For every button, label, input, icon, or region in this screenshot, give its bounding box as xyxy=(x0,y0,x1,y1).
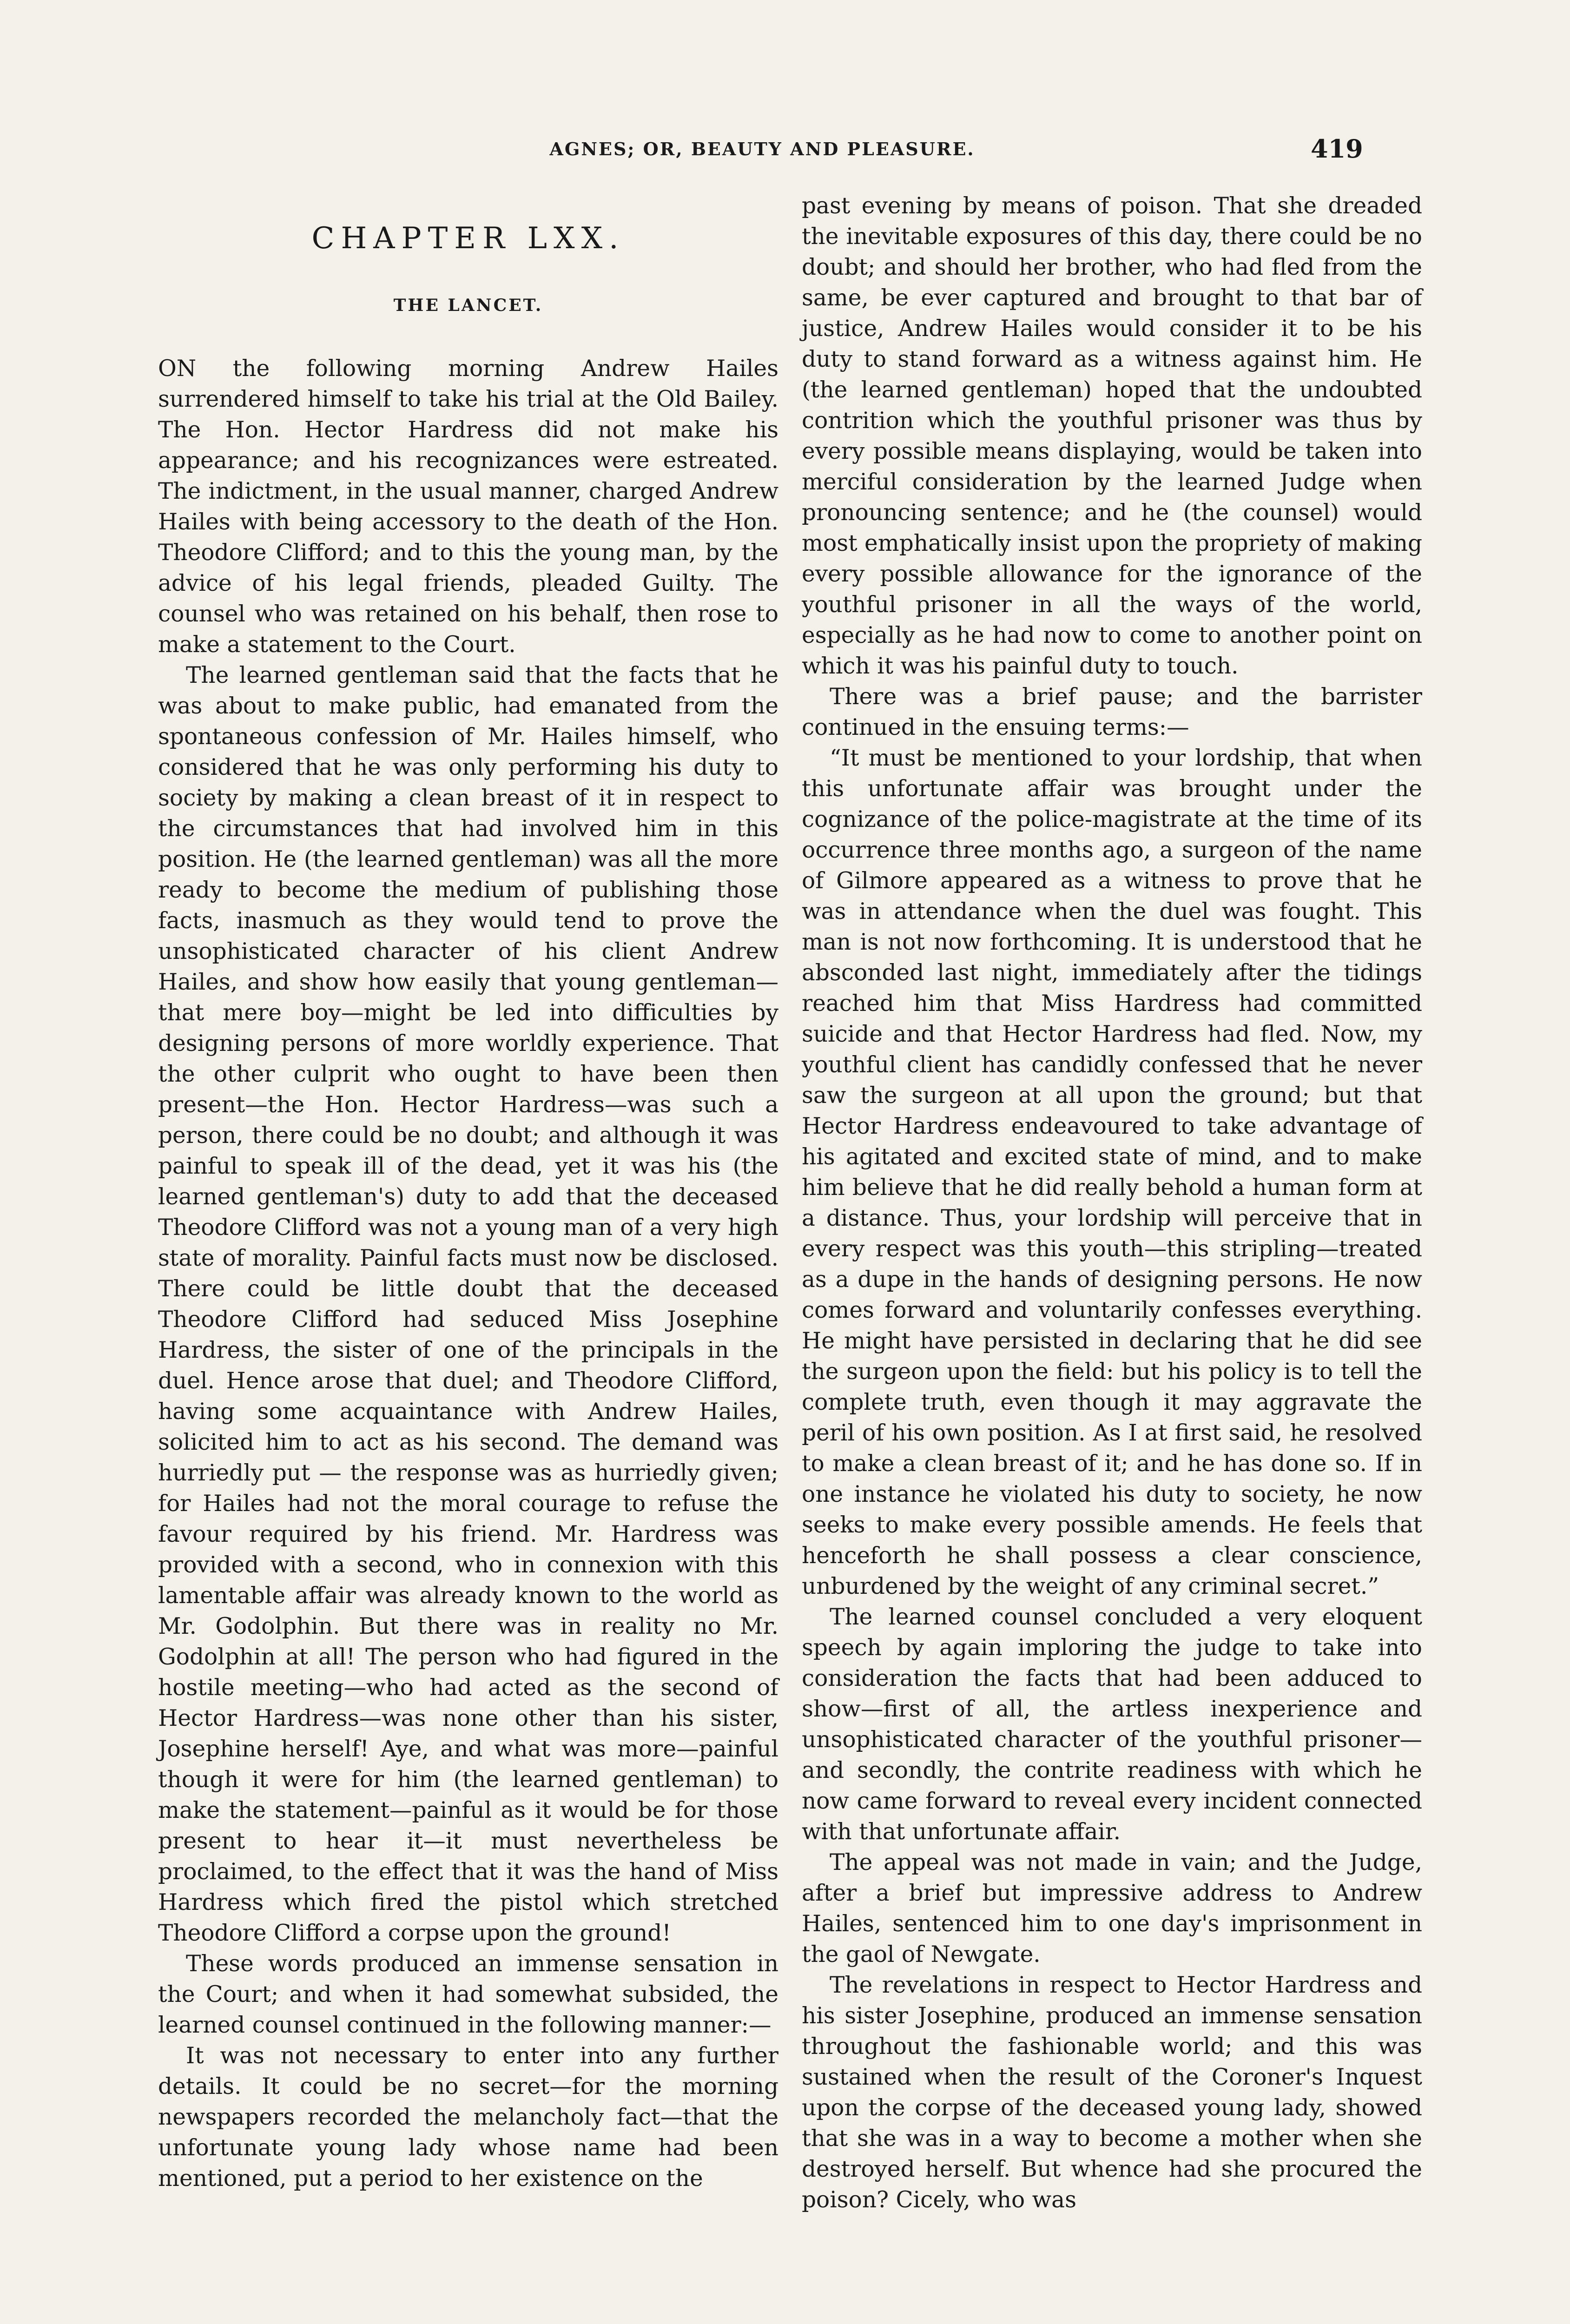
paragraph: ON the following morning Andrew Hailes surrendered himself to take his trial at the Old Bailey. The Hon. Hector Hardress did not make his appearance; and his recognizances were estreated. The indictment, in the usual manner, charged Andrew Hailes with being accessory to the death of the Hon. Theodore Clifford; and to this the young man, by the advice of his legal friends, pleaded Guilty. The counsel who was retained on his behalf, then rose to make a statement to the Court. xyxy=(158,356,778,658)
chapter-subtitle: THE LANCET. xyxy=(393,296,543,315)
left-column xyxy=(158,191,778,2194)
paragraph: There was a brief pause; and the barrister continued in the ensuing terms:— xyxy=(802,684,1422,740)
paragraph: The learned gentleman said that the facts that he was about to make public, had emanated from the spontaneous confession of Mr. Hailes himself, who considered that he was only performing his duty to society by making a clean breast of it in respect to the circumstances that had involved him in this position. He (the learned gentleman) was all the more ready to become the medium of publishing those facts, inasmuch as they would tend to prove the unsophisticated character of his client Andrew Hailes, and show how easily that young gentleman—that mere boy—might be led into difficulties by designing persons of more worldly experience. That the other culprit who ought to have been then present—the Hon. Hector Hardress—was such a person, there could be no doubt; and although it was painful to speak ill of the dead, yet it was his (the learned gentleman's) duty to add that the deceased Theodore Clifford was not a young man of a very high state of morality. Painful facts must now be disclosed. There could be little doubt that the deceased Theodore Clifford had seduced Miss Josephine Hardress, the sister of one of the principals in the duel. Hence arose that duel; and Theodore Clifford, having some acquaintance with Andrew Hailes, solicited him to act as his second. The demand was hurriedly put — the response was as hurriedly given; for Hailes had not the moral courage to refuse the favour required by his friend. Mr. Hardress was provided with a second, who in connexion with this lamentable affair was already known to the world as Mr. Godolphin. But there was in reality no Mr. Godolphin at all! The person who had figured in the hostile meeting—who had acted as the second of Hector Hardress—was none other than his sister, Josephine herself! Aye, and what was more—painful though it were for him (the learned gentleman) to make the statement—painful as it would be for those present to hear it—it must nevertheless be proclaimed, to the effect that it was the hand of Miss Hardress which fired the pistol which stretched Theodore Clifford a corpse upon the ground! xyxy=(158,662,778,1946)
chapter-title: CHAPTER LXX. xyxy=(311,221,625,256)
paragraph: The learned counsel concluded a very eloquent speech by again imploring the judge to take into consideration the facts that had been adduced to show—first of all, the artless inexperience and unsophisticated character of the youthful prisoner—and secondly, the contrite readiness with which he now came forward to reveal every incident connected with that unfortunate affair. xyxy=(802,1604,1422,1845)
paragraph: The revelations in respect to Hector Hardress and his sister Josephine, produced an immense sensation throughout the fashionable world; and this was sustained when the result of the Coroner's Inquest upon the corpse of the deceased young lady, showed that she was in a way to become a mother when she destroyed herself. But whence had she procured the poison? Cicely, who was xyxy=(802,1972,1422,2213)
right-column xyxy=(802,191,1422,2215)
paragraph: “It must be mentioned to your lordship, that when this unfortunate affair was brought under the cognizance of the police-magistrate at the time of its occurrence three months ago, a surgeon of the name of Gilmore appeared as a witness to prove that he was in attendance when the duel was fought. This man is not now forthcoming. It is understood that he absconded last night, immediately after the tidings reached him that Miss Hardress had committed suicide and that Hector Hardress had fled. Now, my youthful client has candidly confessed that he never saw the surgeon at all upon the ground; but that Hector Hardress endeavoured to take advantage of his agitated and excited state of mind, and to make him believe that he did really behold a human form at a distance. Thus, your lordship will perceive that in every respect was this youth—this stripling—treated as a dupe in the hands of designing persons. He now comes forward and voluntarily confesses everything. He might have persisted in declaring that he did see the surgeon upon the field: but his policy is to tell the complete truth, even though it may aggravate the peril of his own position. As I at first said, he resolved to make a clean breast of it; and he has done so. If in one instance he violated his duty to society, he now seeks to make every possible amends. He feels that henceforth he shall possess a clear conscience, unburdened by the weight of any criminal secret.” xyxy=(802,745,1422,1599)
paragraph: It was not necessary to enter into any further details. It could be no secret—for the morning newspapers recorded the melancholy fact—that the unfortunate young lady whose name had been mentioned, put a period to her existence on the xyxy=(158,2043,778,2192)
paragraph: past evening by means of poison. That she dreaded the inevitable exposures of this day, there could be no doubt; and should her brother, who had fled from the same, be ever captured and brought to that bar of justice, Andrew Hailes would consider it to be his duty to stand forward as a witness against him. He (the learned gentleman) hoped that the undoubted contrition which the youthful prisoner was thus by every possible means displaying, would be taken into merciful consideration by the learned Judge when pronouncing sentence; and he (the counsel) would most emphatically insist upon the propriety of making every possible allowance for the ignorance of the youthful prisoner in all the ways of the world, especially as he had now to come to another point on which it was his painful duty to touch. xyxy=(802,193,1422,679)
paragraph: These words produced an immense sensation in the Court; and when it had somewhat subsided, the learned counsel continued in the following manner:— xyxy=(158,1951,778,2038)
page-number: 419 xyxy=(1311,134,1363,164)
paragraph: The appeal was not made in vain; and the Judge, after a brief but impressive address to Andrew Hailes, sentenced him to one day's imprisonment in the gaol of Newgate. xyxy=(802,1849,1422,1967)
running-head: AGNES; OR, BEAUTY AND PLEASURE. xyxy=(549,139,975,159)
